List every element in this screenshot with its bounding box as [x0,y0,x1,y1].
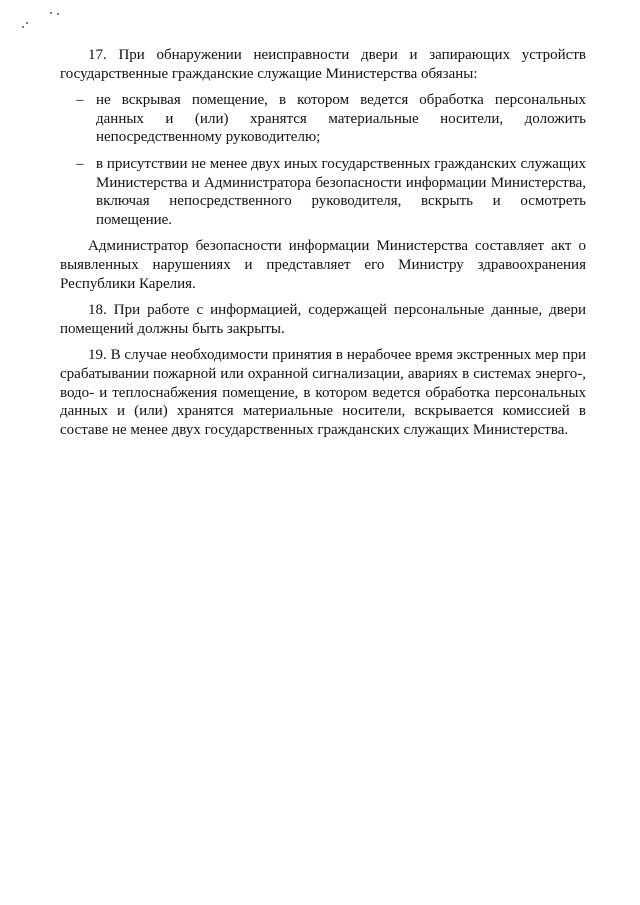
scan-speck [22,26,24,28]
bullet-item [60,155,586,229]
paragraph-18: 18. При работе с информацией, содержащей персональные данные, двери помещений должны быть закрыты. [60,302,586,337]
bullet-text: в присутствии не менее двух иных государственных гражданских служащих Министерства и Администратора безопасности информации Министерства, включая непосредственного руководителя, вскрыть и осмотреть помещение. [96,155,586,228]
paragraph-19: 19. В случае необходимости принятия в нерабочее время экстренных мер при срабатывании пожарной или охранной сигнализации, авариях в системах энерго-, водо- и теплоснабжения помещение, в котором ведется обработка персональных данных и (или) хранятся материальные носители, вскрывается комиссией в составе не менее двух государственных гражданских служащих Министерства. [60,347,586,438]
scan-speck [26,22,28,24]
bullet-item [60,91,586,147]
bullet-text: не вскрывая помещение, в котором ведется обработка персональных данных и (или) хранятся материальные носители, доложить непосредственному руководителю; [96,92,586,146]
scan-speck [50,12,52,14]
bullet-dash: – [76,92,84,109]
bullet-dash: – [76,155,84,172]
document-body [60,46,586,447]
paragraph-17: 17. При обнаружении неисправности двери и запирающих устройств государственные гражданские служащие Министерства обязаны: [60,47,586,82]
paragraph-admin-report: Администратор безопасности информации Министерства составляет акт о выявленных нарушениях и представляет его Министру здравоохранения Республики Карелия. [60,238,586,292]
scan-speck [57,13,59,15]
